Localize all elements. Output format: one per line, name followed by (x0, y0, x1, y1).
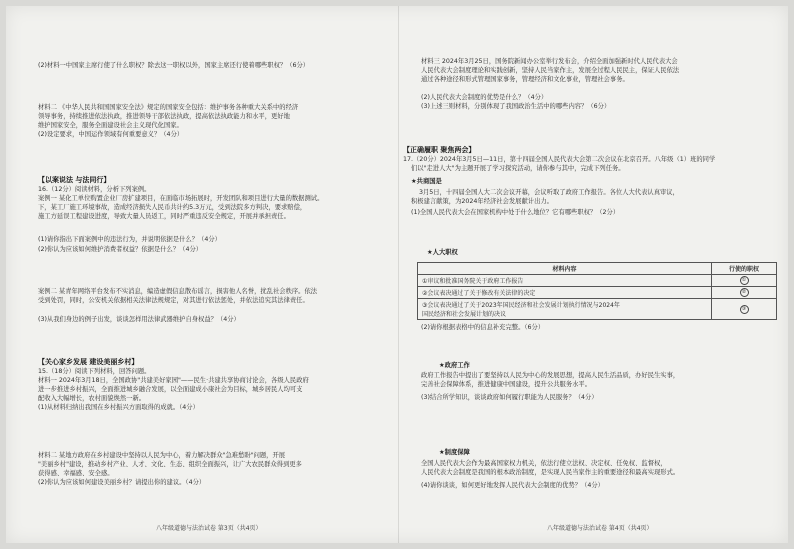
question-17-stem-2: 们以"走进人大"为主题开展了学习探究活动，请你参与其中，完成下列任务。 (411, 165, 625, 172)
table-row (418, 287, 777, 299)
material-16b-line: 材料二 某地方政府在乡村建设中坚持以人民为中心，着力解决群众"急难愁盼"问题，开展 (38, 452, 286, 459)
table-header: 材料内容 (418, 263, 712, 275)
page-footer: 八年级道德与法治试卷 第4页（共4页） (547, 525, 653, 532)
material-3-line: 人民代表大会制度理论和实践创新，坚持人民当家作主，发展全过程人民民主，保证人民依法 (421, 67, 680, 74)
question-17-4: (4)请你谈谈，如何更好地发挥人民代表大会制度的优势？（4分） (421, 482, 604, 489)
table-row (418, 299, 777, 320)
task-2-heading: ★人大职权 (427, 249, 458, 256)
table-cell: ③会议表决通过了关于2023年国民经济和社会发展计划执行情况与2024年 国民经济和社会发展计划的决议 (418, 299, 712, 320)
question-15-stem: 16.（12分）阅读材料，分析下列案例。 (38, 186, 151, 193)
material-3-line: 材料三 2024年3月25日，国务院新闻办公室举行发布会，介绍全面加强新时代人民代表大会 (421, 58, 678, 65)
table-row (418, 275, 777, 287)
question-16-2: (2)你认为应该如何建设美丽乡村？请提出你的建议。（4分） (38, 479, 206, 486)
case-1-line: 案例一 某化工单位购置企业厂房扩建项目，在面临市场拓展时，开发团队和项目进行大量的数据测试。 (38, 195, 324, 202)
case-2-line: 案例二 某青年网络平台发布不实消息，编造虚假信息散布谣言，损害他人名誉，扰乱社会秩序。依法 (38, 288, 318, 295)
table-cell: ② (712, 287, 777, 299)
task-1-heading: ★共商国是 (411, 178, 442, 185)
material-3-line: 通过各种途径和形式管理国家事务，管理经济和文化事业，管理社会事务。 (421, 76, 629, 83)
question-17-1: (1)全国人民代表大会在国家机构中处于什么地位？它有哪些职权？（2分） (411, 209, 620, 216)
page-footer: 八年级道德与法治试卷 第3页（共4页） (156, 525, 262, 532)
material-2-line: 领导事务，持续推进依法执政，推进领导干部依法执政，提高依法执政能力和水平，更好地 (38, 113, 290, 120)
task-1-text: 积极建言献策，为2024年经济社会发展献计出力。 (411, 198, 553, 205)
material-16-line: 材料一 2024年3月18日，全国政协"共建美好家园"——民生·共建共享协商讨论会，各级人民政府 (38, 377, 309, 384)
table-cell: ②会议表决通过了关于修改有关法律的决定 (418, 287, 712, 299)
question-r-3: (3)上述三则材料，分别体现了我国政治生活中的哪些内容？（6分） (421, 103, 611, 110)
material-16b-line: 获得感、幸福感、安全感。 (38, 470, 114, 477)
question-17-2: (2)请你根据表格中的信息补充完整。（6分） (421, 324, 545, 331)
task-3-text: 完善社会保障体系，推进健康中国建设，提升公共服务水平。 (421, 381, 592, 388)
material-16-line: 配收入大幅增长，农村面貌焕然一新。 (38, 395, 146, 402)
table-header: 行使的职权 (712, 263, 777, 275)
question-17-stem: 17.（20分）2024年3月5日—11日，第十四届全国人民代表大会第二次会议在北京召开。八年级（1）班的同学 (403, 156, 716, 163)
table-cell: ③ (712, 299, 777, 320)
material-2-line: 材料二 《中华人民共和国国家安全法》规定的国家安全包括：维护事务各种重大关系中的经济 (38, 104, 299, 111)
question-17-3: (3)结合所学知识，谈谈政府如何履行职能为人民服务？（4分） (421, 394, 598, 401)
exam-page-3 (6, 6, 398, 543)
material-2-line: 维护国家安全，服务全面建设社会主义现代化国家。 (38, 122, 183, 129)
npc-powers-table (417, 262, 777, 320)
section-heading-npc: 【正确履职 聚焦两会】 (403, 146, 476, 154)
question-16-stem: 15.（18分）阅读下列材料，回答问题。 (38, 368, 151, 375)
task-3-text: 政府工作报告中提出了要坚持以人民为中心的发展思想，提高人民生活品质，办好民生实事， (421, 372, 680, 379)
task-4-heading: ★制度保障 (439, 449, 470, 456)
exam-page-4 (399, 6, 788, 543)
question-16-1: (1)从材料归纳出我国在乡村振兴方面取得的成就。（4分） (38, 404, 199, 411)
task-3-heading: ★政府工作 (439, 362, 470, 369)
section-heading-hometown: 【关心家乡发展 建设美丽乡村】 (38, 358, 139, 366)
task-1-text: 3月5日，十四届全国人大二次会议开幕，会议听取了政府工作报告。各位人大代表认真审议， (419, 189, 679, 196)
question-15-2: (2)你认为应该如何维护消费者权益？依据是什么？（4分） (38, 246, 203, 253)
question-top-3: (2)设定要求，中国运作领域有何重要意义？（4分） (38, 131, 184, 138)
material-16-line: 进一步推进乡村振兴，全面推进城乡融合发展，以全面建成小康社会为目标，城乡居民人均可支 (38, 386, 303, 393)
case-1-line: 施工方延误工程建设进度，导致大量人员返工，同时严重违反安全规定，开展并承担责任。 (38, 213, 290, 220)
case-2-line: 受到处罚，同时，公安机关依据相关法律法规规定，对其进行依法惩处，并依法追究其法律责任。 (38, 297, 309, 304)
exam-sheet (6, 6, 788, 543)
material-16b-line: "美丽乡村"建设，推动乡村产业、人才、文化、生态、组织全面振兴，让广大农民群众得到更多 (38, 461, 302, 468)
task-4-text: 人民代表大会制度是我国的根本政治制度，是实现人民当家作主的重要途径和最高实现形式。 (421, 469, 680, 476)
question-top-2: (2)材料一中国家主席行使了什么职权？除去这一职权以外，国家主席还行使着哪些职权？（6分） (38, 62, 310, 69)
section-heading-law: 【以案说法 与法同行】 (38, 176, 111, 184)
table-cell: ①审议和批准国务院关于政府工作报告 (418, 275, 712, 287)
task-4-text: 全国人民代表大会作为最高国家权力机关，依法行使立法权、决定权、任免权、监督权， (421, 460, 667, 467)
table-header-row (418, 263, 777, 275)
question-15-3: (3)从我们身边的例子出发，谈谈怎样用法律武器维护自身权益？（4分） (38, 316, 240, 323)
question-15-1: (1)请你指出下面案例中的违法行为，并说明依据是什么？（4分） (38, 236, 221, 243)
question-r-2: (2)人民代表大会制度的优势是什么？（4分） (421, 94, 548, 101)
table-cell: ① (712, 275, 777, 287)
case-1-line: 下，某工厂施工环境事故，造成经济损失人民币共计约5.3万元，受到法院多方判决，要求赔偿， (38, 204, 307, 211)
